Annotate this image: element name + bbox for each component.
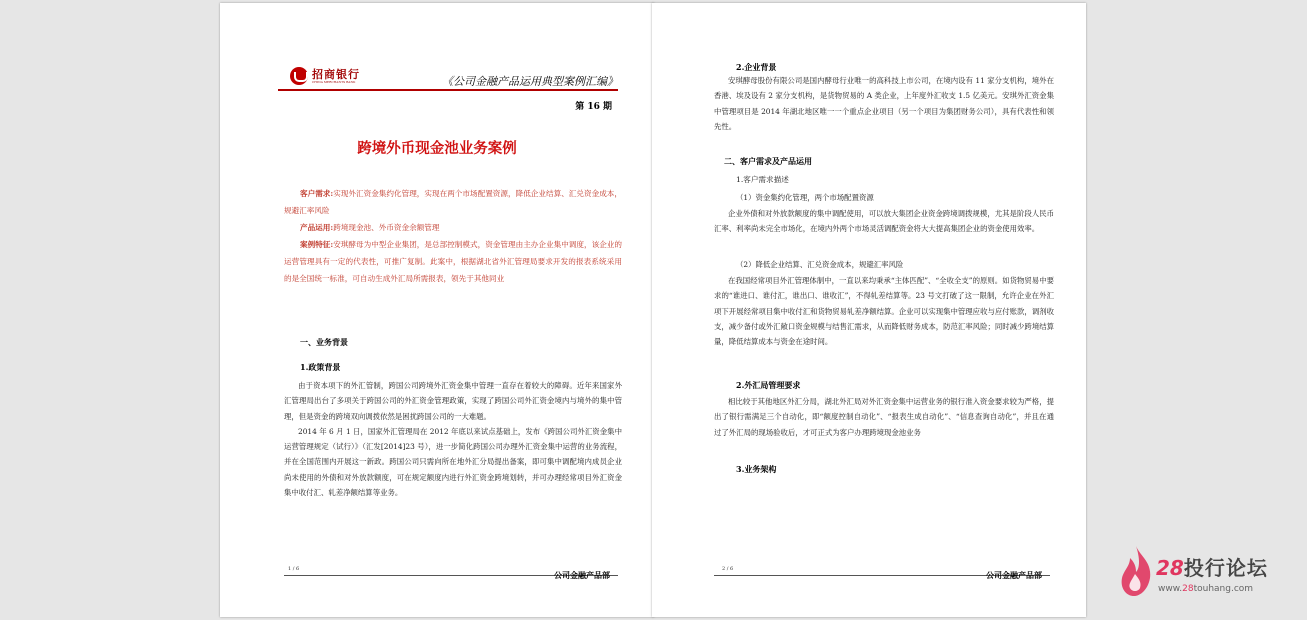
subsection-heading-fx-requirements: 2.外汇局管理要求 — [736, 380, 801, 390]
section-heading-needs: 二、客户需求及产品运用 — [724, 156, 812, 166]
watermark-brand: 28投行论坛 — [1156, 556, 1268, 580]
footer-department: 公司金融产品部 — [554, 570, 610, 580]
page-number: 2 / 6 — [722, 566, 734, 572]
subsection-heading-architecture: 3.业务架构 — [736, 464, 777, 474]
case-summary — [284, 185, 622, 287]
subsection-heading-policy: 1.政策背景 — [300, 362, 341, 372]
paragraph: 安琪酵母股份有限公司是国内酵母行业唯一的高科技上市公司，在境内设有 11 家分支机构，境外在香港、埃及设有 2 家分支机构，是货物贸易的 A 类企业，上年度外汇收支 1.5 亿美元。安琪外汇资金集中管理项目是 2014 年湖北地区唯一一个重点企业项目（另一个项目为集团财务公司），具有代表性和领先性。 — [714, 76, 1054, 131]
document-page-2 — [652, 3, 1086, 617]
document-page-1 — [220, 3, 654, 617]
summary-case-features: 案例特征:安琪酵母为中型企业集团，是总部控制模式，资金管理由主办企业集中调度，该企业的运营管理具有一定的代表性，可推广复制。此案中，根据湖北省外汇管理局要求开发的报表系统采用的是全国统一标准，可自动生成外汇局所需报表，领先于其他同业 — [284, 240, 622, 283]
paragraph: 相比较于其他地区外汇分局，湖北外汇局对外汇资金集中运营业务的银行准入资金要求较为严格，提出了银行需满足三个自动化，即“额度控制自动化”、“报表生成自动化”、“信息查询自动化”，并且在通过了外汇局的现场验收后，才可正式为客户办理跨境现金池业务 — [714, 397, 1054, 437]
issue-number: 第 16 期 — [575, 102, 612, 112]
forum-watermark — [1112, 544, 1282, 600]
paragraph: 在我国经常项目外汇管理体制中，一直以来均秉承“主体匹配”、“全收全支”的原则。如货物贸易中要求的“谁进口、谁付汇，谁出口、谁收汇”，不得轧差结算等。23 号文打破了这一限制，允许企业在外汇项下开展经常项目集中收付汇和货物贸易轧差净额结算。企业可以实现集中管理应收与应付账款，调剂收支，减少备付或外汇敞口资金规模与结售汇需求，从而降低财务成本，防范汇率风险；同时减少跨境结算量，降低结算成本与资金在途时间。 — [714, 276, 1054, 347]
section-heading-business-background: 一、业务背景 — [300, 337, 348, 347]
need-item-1: （1）资金集约化管理，两个市场配置资源 — [736, 193, 874, 202]
need-1-body — [714, 206, 1054, 237]
paragraph: 企业外债和对外放款额度的集中调配使用，可以放大集团企业资金跨境调拨规模，尤其是阶段人民币汇率、利率尚未完全市场化，在境内外两个市场灵活调配资金将大大提高集团企业的资金使用效率。 — [714, 209, 1054, 234]
publication-title: 《公司金融产品运用典型案例汇编》 — [442, 75, 618, 88]
flame-logo-icon — [1118, 544, 1154, 598]
watermark-url: www.28touhang.com — [1158, 584, 1254, 594]
policy-body — [284, 378, 622, 500]
company-body — [714, 73, 1054, 134]
need-item-2: （2）降低企业结算、汇兑资金成本，规避汇率风险 — [736, 260, 904, 269]
page-number: 1 / 6 — [288, 566, 300, 572]
case-title: 跨境外币现金池业务案例 — [357, 141, 517, 157]
bank-logo — [290, 65, 360, 87]
subsection-heading-company: 2.企业背景 — [736, 62, 777, 72]
bank-logo-icon — [290, 67, 308, 85]
need-2-body — [714, 273, 1054, 349]
bank-logo-english: CHINA MERCHANTS BANK — [312, 79, 356, 84]
footer-department: 公司金融产品部 — [986, 570, 1042, 580]
bank-logo-text: 招商银行 — [312, 67, 360, 81]
summary-customer-need: 客户需求:实现外汇资金集约化管理，实现在两个市场配置资源，降低企业结算、汇兑资金成本，规避汇率风险 — [284, 189, 622, 215]
paragraph: 由于资本项下的外汇管制，跨国公司跨境外汇资金集中管理一直存在着较大的障碍。近年来国家外汇管理局出台了多项关于跨国公司的外汇资金管理政策，实现了跨国公司外汇资金境内与境外的集中管理，但是资金的跨境双向调拨依然是困扰跨国公司的一大难题。 — [284, 381, 622, 421]
summary-product-usage: 产品运用:跨境现金池、外币资金余额管理 — [300, 223, 440, 232]
fx-requirements-body — [714, 394, 1054, 440]
header-divider — [278, 89, 618, 91]
paragraph: 2014 年 6 月 1 日，国家外汇管理局在 2012 年底以来试点基础上，发布《跨国公司外汇资金集中运营管理规定（试行）》（汇发[2014]23 号），进一步简化跨国公司办理外汇资金集中运营的业务流程，并在全国范围内开展这一新政。跨国公司只需向所在地外汇分局提出备案，即可集中调配境内成员企业尚未使用的外债和对外放款额度，可在规定额度内进行外汇资金跨境划转，并可办理经常项目外汇资金集中收付汇、轧差净额结算等业务。 — [284, 426, 622, 498]
subsection-heading-need-description: 1.客户需求描述 — [736, 175, 789, 184]
